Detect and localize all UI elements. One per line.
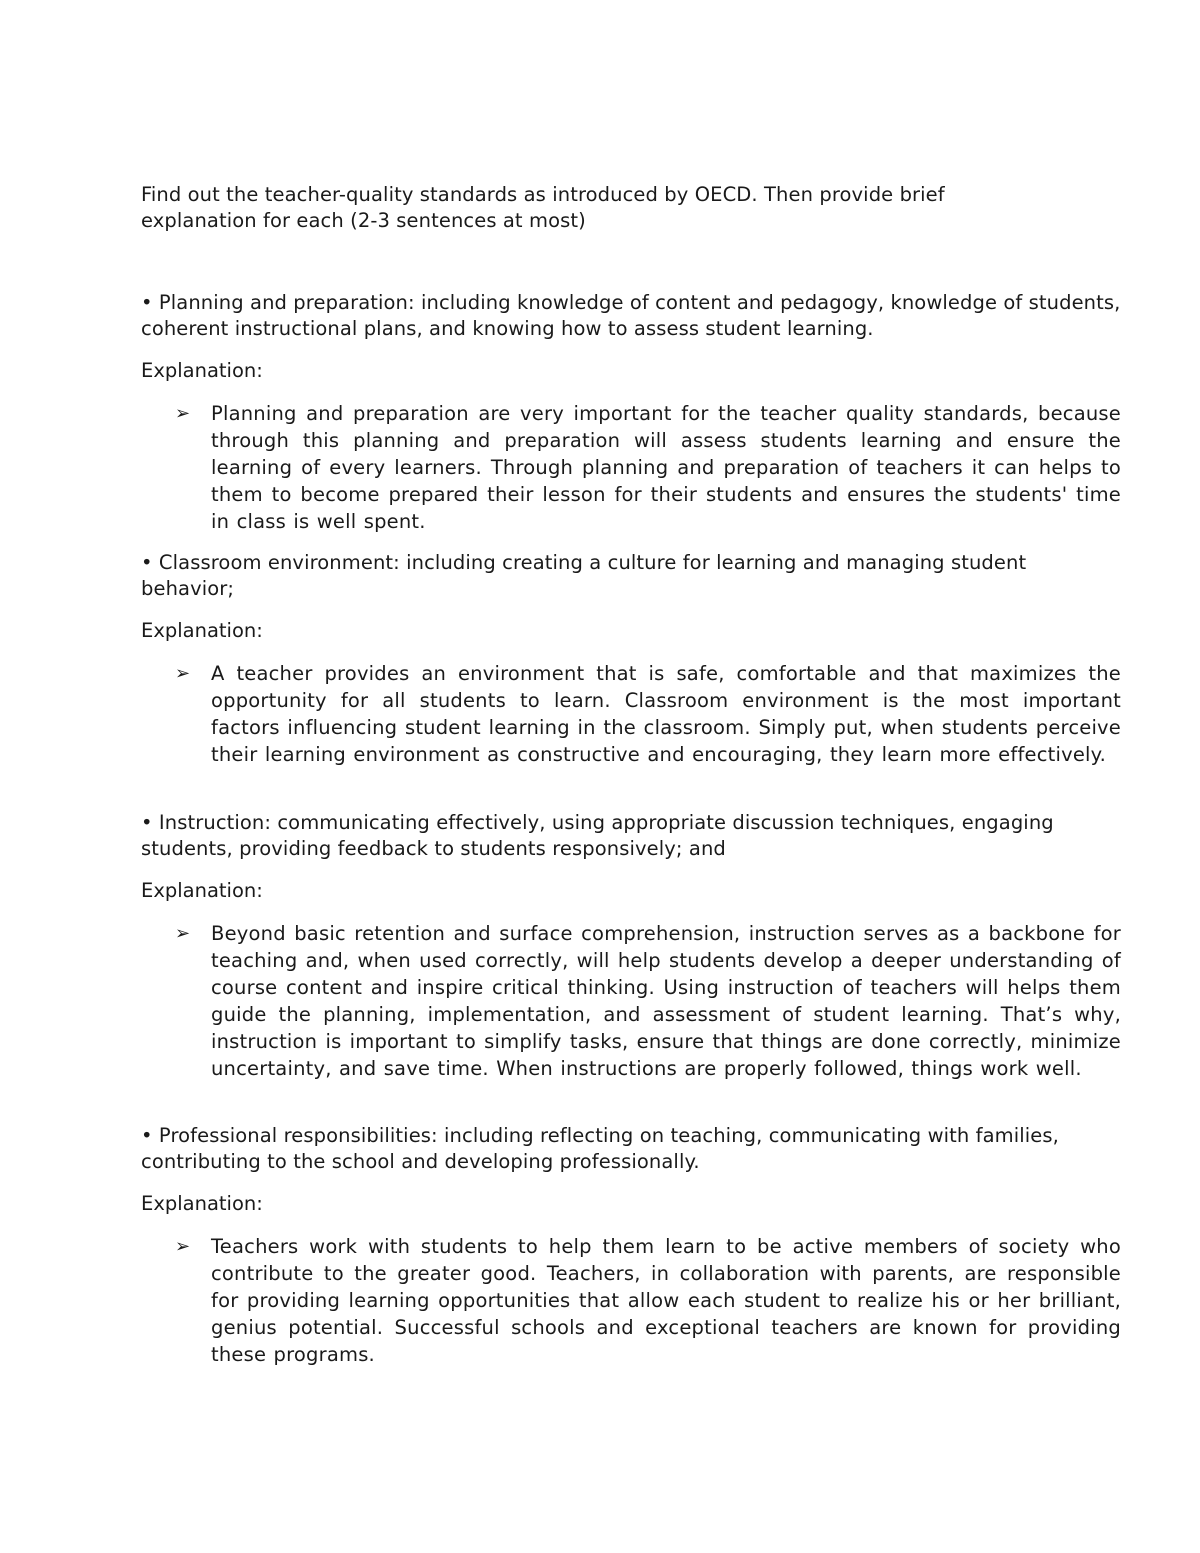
explanation-item — [175, 660, 1121, 768]
bullet-icon: • — [141, 811, 153, 834]
explanation-text: Planning and preparation are very important for the teacher quality standards, because through this planning and preparation will assess students learning and ensure the learning of every learners. Through planning and preparation of teachers it can helps to them to become prepared their lesson for their students and ensures the students' time in class is well spent. — [211, 402, 1121, 533]
explanation-item — [175, 400, 1121, 535]
criterion-text: • Professional responsibilities: including reflecting on teaching, communicating with families, contributing to the school and developing professionally. — [141, 1124, 1059, 1173]
standard-section-planning — [141, 290, 1121, 535]
explanation-item — [175, 920, 1121, 1082]
explanation-text: Beyond basic retention and surface comprehension, instruction serves as a backbone for teaching and, when used correctly, will help students develop a deeper understanding of course content and inspire critical thinking. Using instruction of teachers will helps them guide the planning, implementation, and assessment of student learning. That’s why, instruction is important to simplify tasks, ensure that things are done correctly, minimize uncertainty, and save time. When instructions are properly followed, things work well. — [211, 922, 1121, 1080]
explanation-text: A teacher provides an environment that is safe, comfortable and that maximizes the opportunity for all students to learn. Classroom environment is the most important factors influencing student learning in the classroom. Simply put, when students perceive their learning environment as constructive and encouraging, they learn more effectively. — [211, 662, 1121, 766]
bullet-icon: • — [141, 551, 153, 574]
criterion-text: • Classroom environment: including creating a culture for learning and managing student behavior; — [141, 551, 1027, 600]
bullet-icon: • — [141, 291, 153, 314]
explanation-label: Explanation: — [141, 1192, 263, 1215]
standard-section-classroom — [141, 550, 1121, 768]
arrow-bullet-icon: ➢ — [175, 403, 191, 424]
explanation-item — [175, 1233, 1121, 1368]
standard-section-instruction — [141, 810, 1121, 1082]
explanation-text: Teachers work with students to help them learn to be active members of society who contribute to the greater good. Teachers, in collaboration with parents, are responsible for providing learning opportunities that allow each student to realize his or her brilliant, genius potential. Successful schools and exceptional teachers are known for providing these programs. — [211, 1235, 1121, 1366]
bullet-icon: • — [141, 1124, 153, 1147]
arrow-bullet-icon: ➢ — [175, 923, 191, 944]
standard-section-professional — [141, 1123, 1121, 1368]
criterion-text: • Instruction: communicating effectively, using appropriate discussion techniques, engaging students, providing feedback to students responsively; and — [141, 811, 1054, 860]
assignment-prompt: Find out the teacher-quality standards as introduced by OECD. Then provide brief explanation for each (2-3 sentences at most) — [141, 183, 945, 232]
explanation-label: Explanation: — [141, 359, 263, 382]
criterion-text: • Planning and preparation: including knowledge of content and pedagogy, knowledge of students, coherent instructional plans, and knowing how to assess student learning. — [141, 291, 1121, 340]
arrow-bullet-icon: ➢ — [175, 663, 191, 684]
explanation-label: Explanation: — [141, 879, 263, 902]
explanation-label: Explanation: — [141, 619, 263, 642]
arrow-bullet-icon: ➢ — [175, 1236, 191, 1257]
